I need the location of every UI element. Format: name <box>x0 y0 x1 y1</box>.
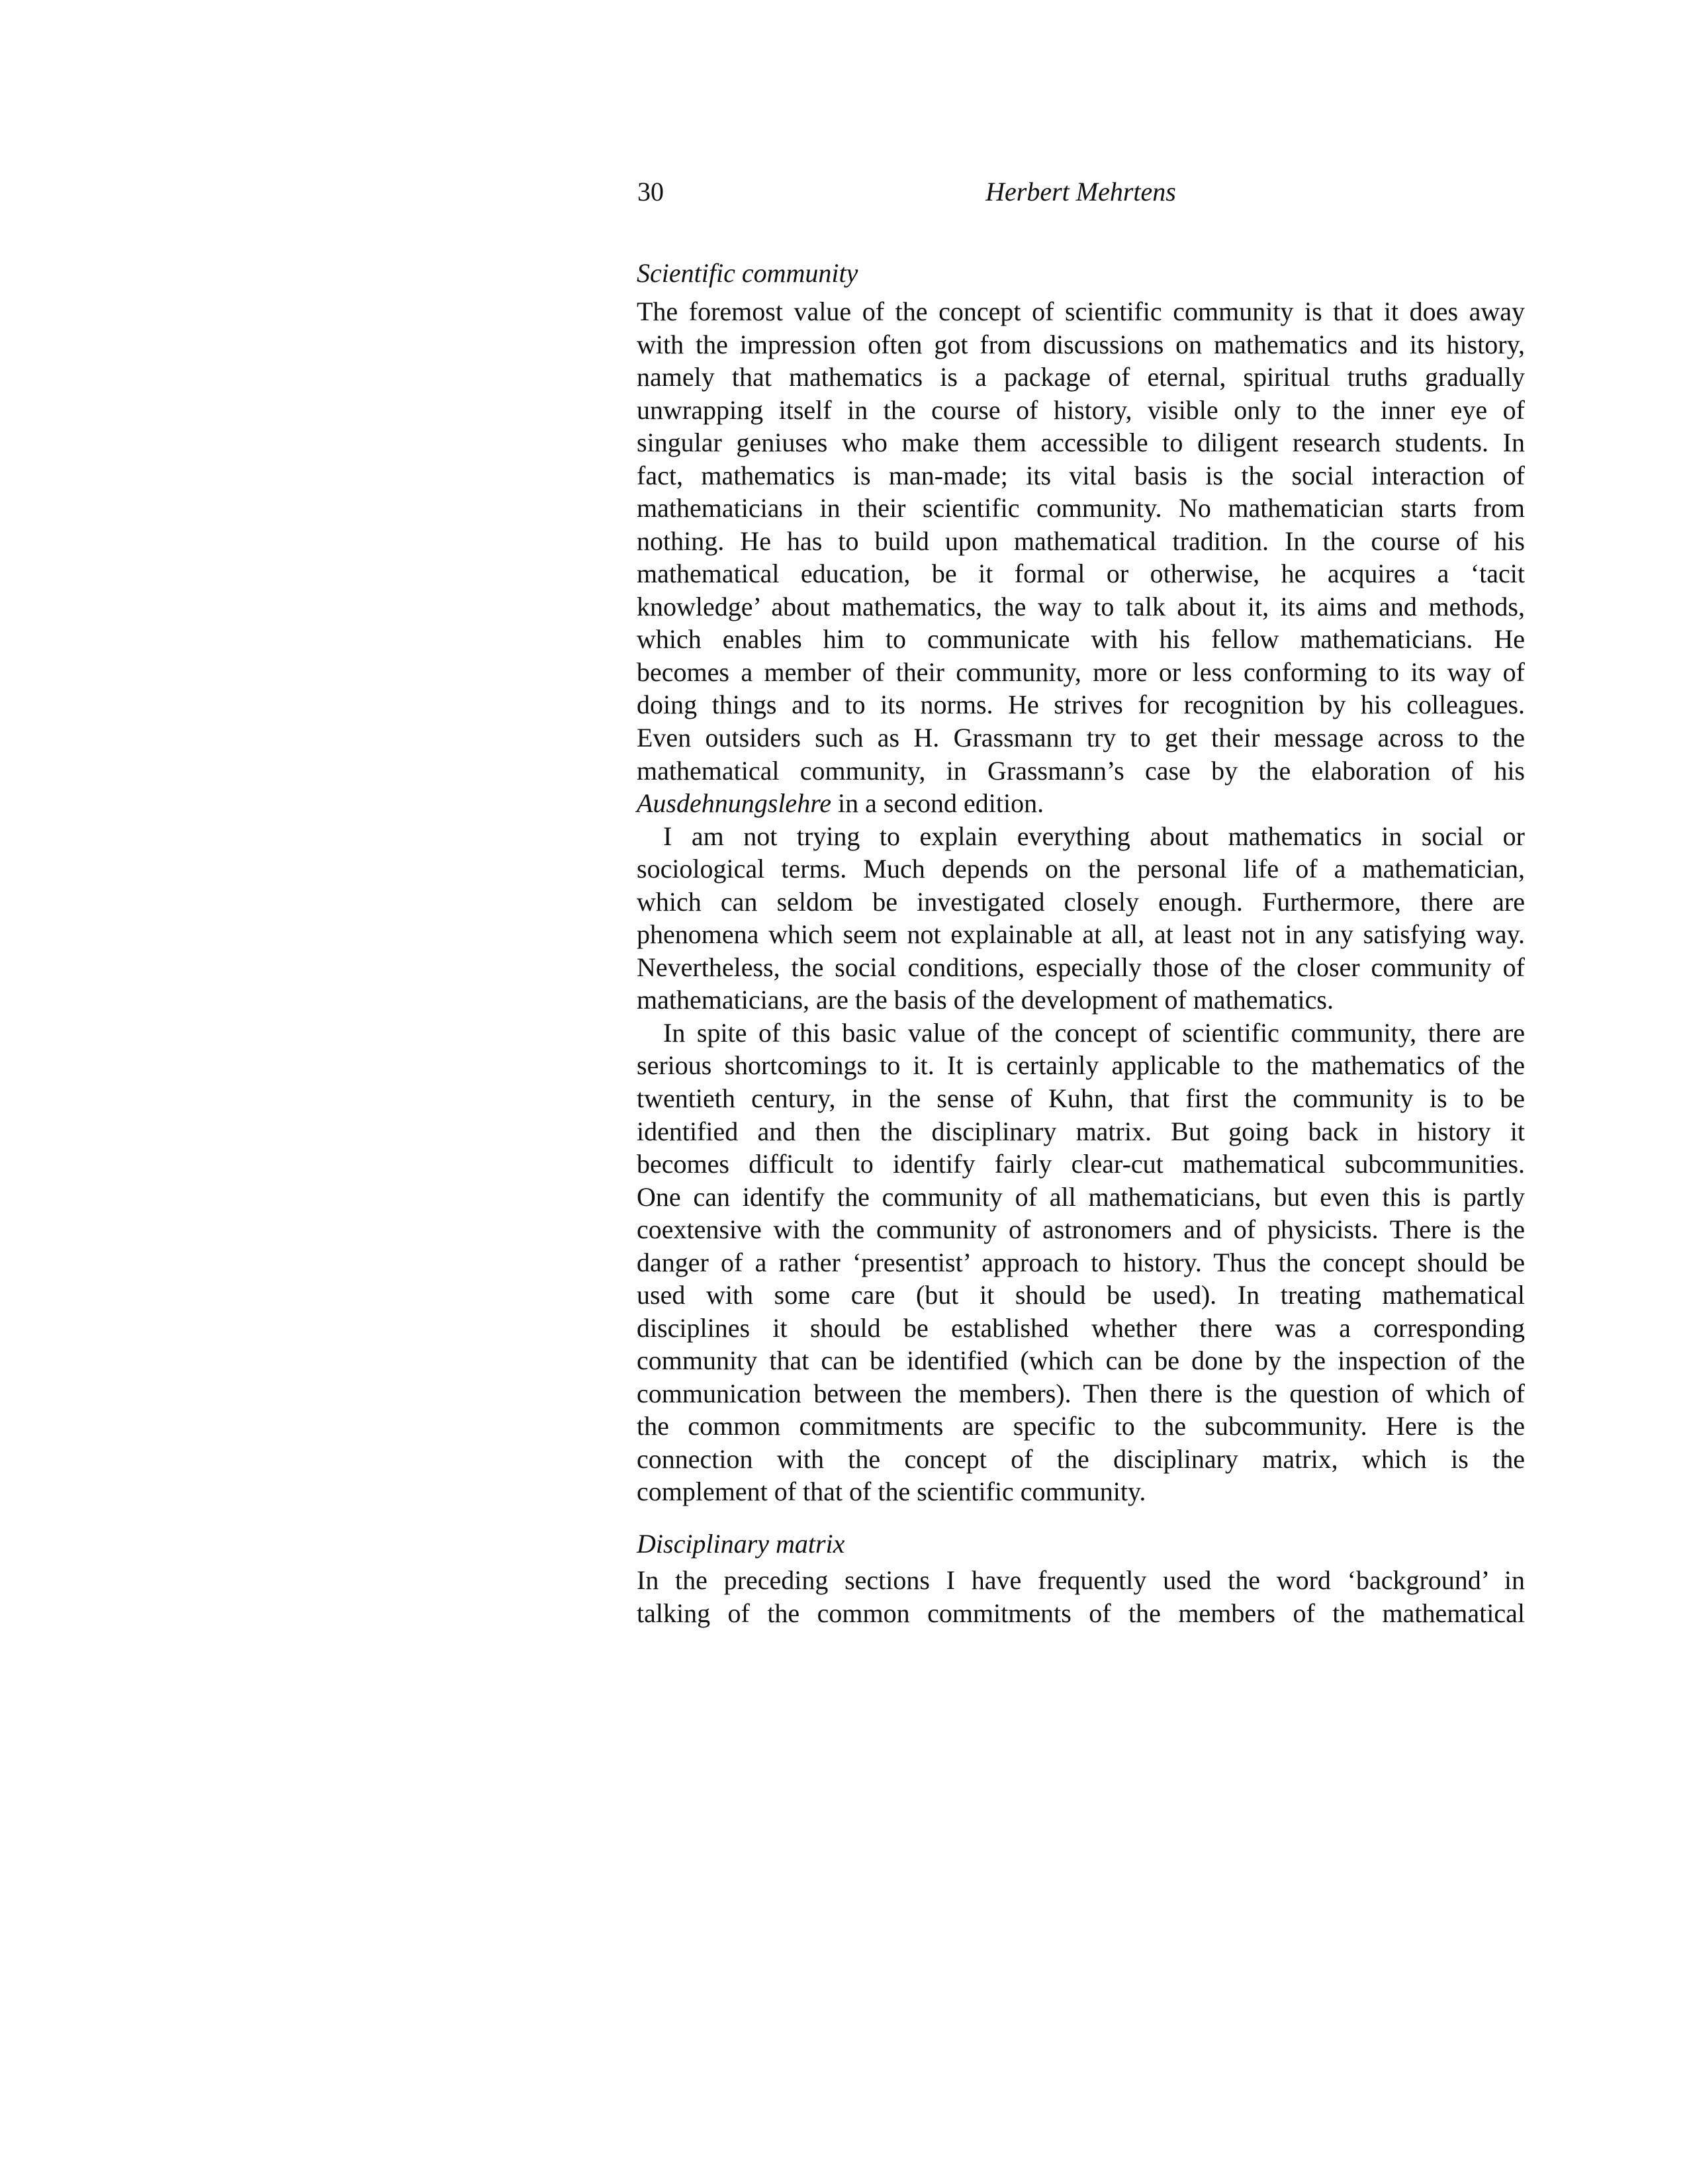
text-line <box>637 659 1525 686</box>
text-line <box>637 1216 1525 1243</box>
text-line <box>637 561 1525 587</box>
line-text: singular geniuses who make them accessible to diligent research students. In <box>637 428 1525 458</box>
line-text: identified and then the disciplinary matrix. But going back in history it <box>637 1116 1525 1146</box>
text-line <box>637 1312 1525 1343</box>
line-text: In spite of this basic value of the concept of scientific community, there are <box>663 1017 1525 1048</box>
line-text: The foremost value of the concept of scientific community is that it does away <box>637 296 1525 326</box>
line-text: in a second edition. <box>831 788 1044 819</box>
text-line <box>637 1479 1525 1505</box>
line-text: serious shortcomings to it. It is certainly applicable to the mathematics of the <box>637 1050 1525 1081</box>
text-line <box>637 626 1525 653</box>
text-line <box>637 1567 1525 1594</box>
line-text: In the preceding sections I have frequently used the word ‘background’ in <box>637 1565 1525 1595</box>
line-text: Nevertheless, the social conditions, especially those of the closer community of <box>637 952 1525 982</box>
text-line <box>637 298 1525 325</box>
text-line <box>637 1443 1525 1474</box>
line-text: fact, mathematics is man-made; its vital basis is the social interaction of <box>637 460 1525 490</box>
line-text: mathematicians, are the basis of the development of mathematics. <box>637 985 1334 1015</box>
line-text: becomes a member of their community, more or less conforming to its way of <box>637 657 1525 687</box>
text-line <box>637 954 1525 981</box>
line-text: talking of the common commitments of the members of the mathematical <box>637 1598 1525 1628</box>
text-line <box>637 1085 1525 1112</box>
line-text: which can seldom be investigated closely enough. Furthermore, there are <box>637 886 1525 917</box>
line-text: knowledge’ about mathematics, the way to talk about it, its aims and methods, <box>637 591 1525 621</box>
line-text: with the impression often got from discussions on mathematics and its history, <box>637 329 1525 359</box>
line-text: communication between the members). Then there is the question of which of <box>637 1378 1525 1408</box>
text-line <box>637 921 1525 948</box>
running-head: Herbert Mehrtens <box>985 177 1176 206</box>
line-text: the common commitments are specific to the subcommunity. Here is the <box>637 1411 1525 1441</box>
line-text: mathematicians in their scientific community. No mathematician starts from <box>637 493 1525 523</box>
line-text: twentieth century, in the sense of Kuhn, that first the community is to be <box>637 1083 1525 1113</box>
page-number: 30 <box>637 177 664 206</box>
text-line <box>663 1017 1525 1048</box>
line-text: One can identify the community of all mathematicians, but even this is partly <box>637 1181 1525 1212</box>
text-line <box>637 1282 1525 1308</box>
section-heading-scientific-community: Scientific community <box>637 258 858 288</box>
text-line <box>637 1181 1525 1212</box>
text-line <box>637 856 1525 882</box>
line-text: Even outsiders such as H. Grassmann try to get their message across to the <box>637 723 1525 753</box>
line-text: becomes difficult to identify fairly clear-cut mathematical subcommunities. <box>637 1149 1525 1179</box>
text-line <box>637 1413 1525 1439</box>
text-line <box>637 591 1525 621</box>
line-text: community that can be identified (which can be done by the inspection of the <box>637 1345 1525 1376</box>
text-line <box>637 495 1525 522</box>
text-line <box>637 329 1525 359</box>
line-text: phenomena which seem not explainable at all, at least not in any satisfying way. <box>637 919 1525 950</box>
line-text: unwrapping itself in the course of history, visible only to the inner eye of <box>637 394 1525 425</box>
text-line <box>637 1052 1525 1079</box>
line-text: I am not trying to explain everything about mathematics in social or <box>663 821 1525 851</box>
text-line <box>637 1247 1525 1277</box>
text-line <box>637 460 1525 490</box>
text-line <box>637 394 1525 425</box>
italic-title: Ausdehnungslehre <box>637 788 832 819</box>
text-line <box>637 1347 1525 1374</box>
section-heading-disciplinary-matrix: Disciplinary matrix <box>637 1529 845 1559</box>
text-line <box>637 1378 1525 1408</box>
line-text: which enables him to communicate with his fellow mathematicians. He <box>637 624 1525 655</box>
line-text: used with some care (but it should be used). In treating mathematical <box>637 1280 1525 1310</box>
line-text: danger of a rather ‘presentist’ approach to history. Thus the concept should be <box>637 1247 1525 1277</box>
line-text: doing things and to its norms. He strives for recognition by his colleagues. <box>637 690 1525 720</box>
text-line <box>637 692 1525 718</box>
text-line <box>637 886 1525 917</box>
text-line <box>637 430 1525 456</box>
text-line <box>637 1600 1525 1627</box>
line-text: namely that mathematics is a package of eternal, spiritual truths gradually <box>637 362 1525 392</box>
text-line <box>637 790 1525 817</box>
text-line <box>637 1118 1525 1145</box>
line-text: connection with the concept of the disciplinary matrix, which is the <box>637 1443 1525 1474</box>
text-line <box>637 525 1525 556</box>
line-text: disciplines it should be established whether there was a corresponding <box>637 1312 1525 1343</box>
line-text: nothing. He has to build upon mathematical tradition. In the course of his <box>637 525 1525 556</box>
line-text: complement of that of the scientific community. <box>637 1477 1146 1507</box>
text-line <box>663 823 1525 850</box>
text-line <box>637 987 1525 1013</box>
text-line <box>637 725 1525 751</box>
text-line <box>637 755 1525 786</box>
text-line <box>637 1151 1525 1177</box>
text-line <box>637 364 1525 390</box>
line-text: mathematical community, in Grassmann’s case by the elaboration of his <box>637 755 1525 786</box>
line-text: sociological terms. Much depends on the personal life of a mathematician, <box>637 854 1525 884</box>
line-text: coextensive with the community of astronomers and of physicists. There is the <box>637 1214 1525 1245</box>
line-text: mathematical education, be it formal or otherwise, he acquires a ‘tacit <box>637 559 1525 589</box>
